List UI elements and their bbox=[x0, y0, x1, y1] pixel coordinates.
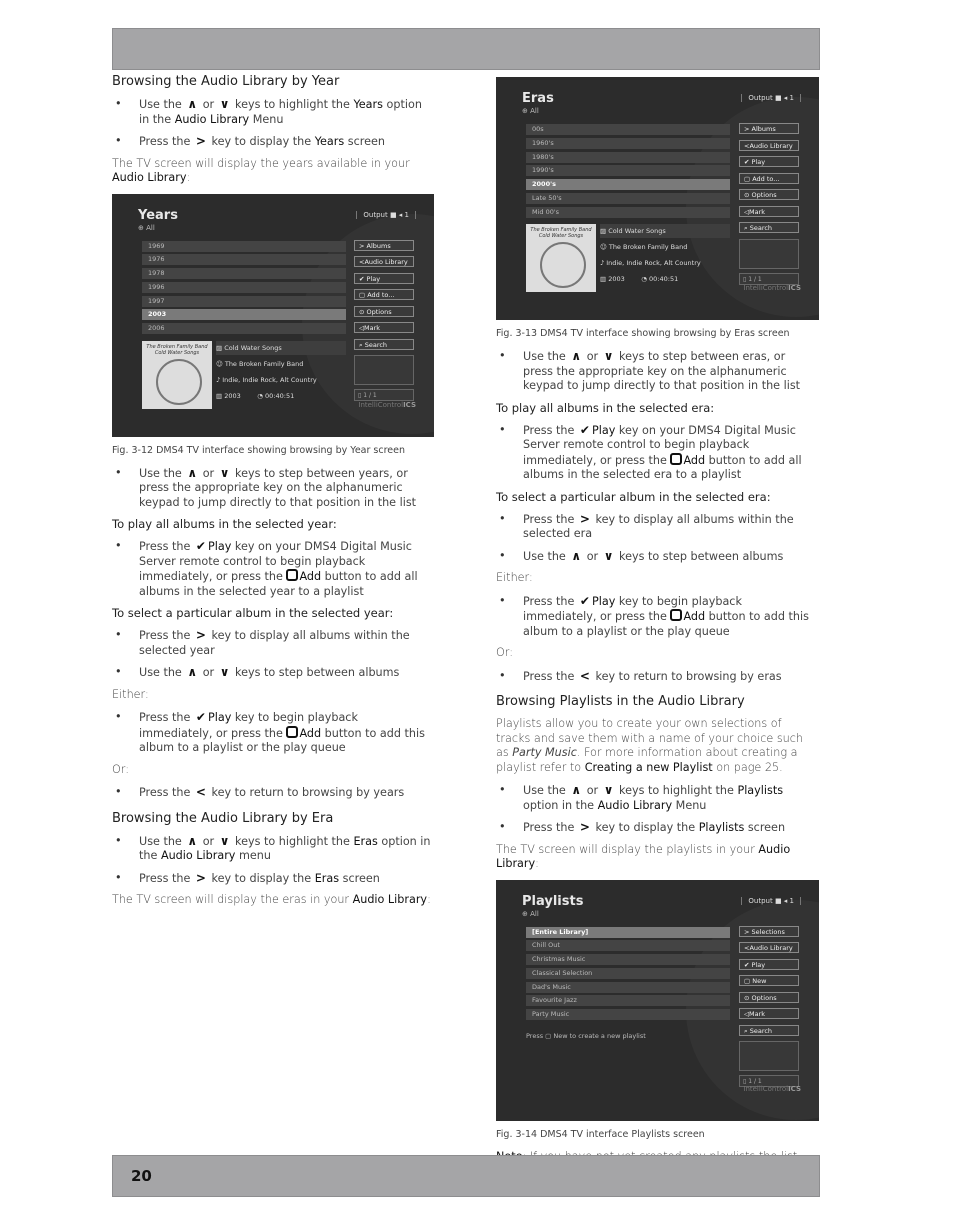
tv-menu-audio-library[interactable]: <Audio Library bbox=[739, 942, 799, 953]
bullet-year-display-albums: • Press the > key to display all albums within the selected year bbox=[112, 628, 432, 658]
tv-list-row[interactable]: 1960's bbox=[526, 138, 730, 149]
tv-menu-play[interactable]: ✔ Play bbox=[354, 273, 414, 284]
tv-menu-audio-library[interactable]: <Audio Library bbox=[739, 140, 799, 151]
label-select-album-era: To select a particular album in the selected era: bbox=[496, 489, 771, 504]
tv-list-row-selected[interactable]: 2000's bbox=[526, 179, 730, 190]
up-arrow-icon: ∧ bbox=[571, 349, 582, 363]
label-play-all-year: To play all albums in the selected year: bbox=[112, 517, 337, 531]
tv-list bbox=[526, 927, 730, 1024]
tv-page-indicator: ▯ 1 / 1 bbox=[739, 273, 799, 285]
header-band bbox=[112, 28, 820, 70]
bullet-year-play-all: • Press the ✔ Play key on your DMS4 Digital Music Server remote control to begin playback immediately, or press the Add button to add all albums in the selected year to a playlist bbox=[112, 539, 432, 599]
tv-menu-new[interactable]: ▢ New bbox=[739, 975, 799, 986]
heading-browse-by-year: Browsing the Audio Library by Year bbox=[112, 74, 340, 89]
right-arrow-icon: > bbox=[195, 134, 206, 148]
tv-screen-title: Years bbox=[138, 207, 178, 223]
right-arrow-icon: > bbox=[195, 870, 206, 885]
add-square-icon bbox=[286, 726, 298, 738]
left-arrow-icon: < bbox=[195, 785, 206, 799]
tv-output-indicator: Output ■ ◂ 1 bbox=[741, 94, 801, 102]
down-arrow-icon: ∨ bbox=[603, 349, 614, 363]
tv-list-row[interactable]: 1990's bbox=[526, 165, 730, 176]
tv-menu-audio-library[interactable]: <Audio Library bbox=[354, 256, 414, 267]
tv-album-panel bbox=[526, 224, 730, 292]
tv-list-row-selected[interactable]: 2003 bbox=[142, 309, 346, 320]
tv-album-title: ▨ Cold Water Songs bbox=[600, 224, 730, 238]
tv-album-title: ▨ Cold Water Songs bbox=[216, 341, 346, 355]
tv-artist: ☺ The Broken Family Band bbox=[600, 243, 688, 251]
tv-output-indicator: Output ■ ◂ 1 bbox=[741, 897, 801, 905]
tv-list-row[interactable]: 1996 bbox=[142, 282, 346, 293]
tv-list-row[interactable]: Chill Out bbox=[526, 940, 730, 951]
tv-artist: ☺ The Broken Family Band bbox=[216, 359, 304, 368]
tv-menu-options[interactable]: ⊙ Options bbox=[354, 306, 414, 317]
tv-menu-play[interactable]: ✔ Play bbox=[739, 156, 799, 167]
bullet-pl-highlight: • Use the ∧ or ∨ keys to highlight the Playlists option in the Audio Library Menu bbox=[496, 783, 816, 813]
bullet-year-step: • Use the ∧ or ∨ keys to step between years, or press the appropriate key on the alphanumeric keypad to jump directly to that position in the list bbox=[112, 466, 432, 511]
tv-menu-albums[interactable]: > Albums bbox=[354, 240, 414, 251]
either-label: Either: bbox=[112, 687, 149, 701]
bullet-era-play-album: • Press the ✔ Play key to begin playback immediately, or press the Add button to add this album to a playlist or the play queue bbox=[496, 594, 816, 640]
paragraph-years-available: The TV screen will display the years available in your Audio Library: bbox=[112, 156, 410, 184]
tv-menu-options[interactable]: ⊙ Options bbox=[739, 992, 799, 1003]
tv-page-indicator: ▯ 1 / 1 bbox=[739, 1075, 799, 1087]
tv-list-row[interactable]: Favourite Jazz bbox=[526, 995, 730, 1006]
tv-screen-title: Playlists bbox=[522, 893, 584, 909]
check-play-icon: ✔ bbox=[579, 422, 590, 437]
left-arrow-icon: < bbox=[579, 668, 590, 683]
tv-menu-options[interactable]: ⊙ Options bbox=[739, 189, 799, 200]
bullet-era-step: • Use the ∧ or ∨ keys to step between eras, or press the appropriate key on the alphanumeric keypad to jump directly to that position in the list bbox=[496, 349, 816, 394]
tv-menu-mark[interactable]: ◁Mark bbox=[739, 1008, 799, 1019]
down-arrow-icon: ∨ bbox=[219, 97, 230, 111]
up-arrow-icon: ∧ bbox=[187, 465, 198, 480]
or-label: Or: bbox=[112, 762, 129, 776]
page-number: 20 bbox=[131, 1167, 152, 1185]
right-arrow-icon: > bbox=[195, 628, 206, 642]
years-tv-screen bbox=[112, 194, 434, 437]
tv-list-row[interactable]: 2006 bbox=[142, 323, 346, 334]
right-arrow-icon: > bbox=[579, 820, 590, 834]
label-play-all-era: To play all albums in the selected era: bbox=[496, 400, 715, 415]
tv-output-indicator: Output ■ ◂ 1 bbox=[356, 211, 416, 219]
intellicontrol-logo: IntelliControlICS bbox=[743, 1084, 801, 1093]
playlists-tv-screen bbox=[496, 880, 819, 1121]
tv-list-row[interactable]: 00s bbox=[526, 124, 730, 135]
paragraph-playlists-intro: Playlists allow you to create your own selections of tracks and save them with a name of your choice such as Party Music. For more information about creating a playlist refer to Creating a new Playlist on page 25. bbox=[496, 717, 804, 774]
bullet-era-display: • Press the > key to display the Eras screen bbox=[112, 871, 432, 887]
bullet-year-step-albums: • Use the ∧ or ∨ keys to step between albums bbox=[112, 665, 432, 681]
tv-list-row[interactable]: Classical Selection bbox=[526, 968, 730, 979]
tv-list-row[interactable]: 1969 bbox=[142, 241, 346, 252]
check-play-icon: ✔ bbox=[195, 539, 206, 553]
tv-list bbox=[526, 124, 730, 221]
tv-menu-selections[interactable]: > Selections bbox=[739, 926, 799, 937]
tv-menu bbox=[739, 123, 799, 285]
bullet-year-return: • Press the < key to return to browsing by years bbox=[112, 785, 432, 801]
tv-list bbox=[142, 241, 346, 338]
tv-list-row[interactable]: Late 50's bbox=[526, 193, 730, 204]
footer-band bbox=[112, 1155, 820, 1197]
paragraph-eras: The TV screen will display the eras in your Audio Library: bbox=[112, 893, 431, 906]
tv-new-playlist-hint: Press ▢ New to create a new playlist bbox=[526, 1031, 646, 1040]
tv-list-row[interactable]: 1976 bbox=[142, 254, 346, 265]
heading-browse-playlists: Browsing Playlists in the Audio Library bbox=[496, 694, 745, 709]
tv-menu-search[interactable]: ⌕ Search bbox=[739, 1025, 799, 1036]
right-column bbox=[496, 77, 816, 1187]
left-column bbox=[112, 72, 432, 916]
caption-fig-3-14: Fig. 3-14 DMS4 TV interface Playlists screen bbox=[496, 1128, 705, 1140]
tv-list-row[interactable]: Dad's Music bbox=[526, 982, 730, 993]
add-square-icon bbox=[670, 609, 682, 621]
tv-menu-add-to[interactable]: ▢ Add to... bbox=[739, 173, 799, 184]
tv-menu-add-to[interactable]: ▢ Add to... bbox=[354, 289, 414, 300]
tv-page-indicator: ▯ 1 / 1 bbox=[354, 389, 414, 401]
tv-screen-title: Eras bbox=[522, 91, 554, 106]
caption-fig-3-12: Fig. 3-12 DMS4 TV interface showing browsing by Year screen bbox=[112, 444, 405, 456]
down-arrow-icon: ∨ bbox=[219, 833, 230, 848]
tv-menu bbox=[354, 240, 414, 402]
tv-menu-albums[interactable]: > Albums bbox=[739, 123, 799, 134]
tv-menu-search[interactable]: ⌕ Search bbox=[354, 339, 414, 350]
bullet-era-display-albums: • Press the > key to display all albums within the selected era bbox=[496, 512, 816, 542]
bullet-year-highlight: • Use the ∧ or ∨ keys to highlight the Years option in the Audio Library Menu bbox=[112, 97, 432, 127]
down-arrow-icon: ∨ bbox=[603, 548, 614, 563]
bullet-era-step-albums: • Use the ∧ or ∨ keys to step between albums bbox=[496, 549, 816, 565]
bullet-era-return: • Press the < key to return to browsing by eras bbox=[496, 669, 816, 685]
down-arrow-icon: ∨ bbox=[219, 665, 230, 679]
add-square-icon bbox=[286, 569, 298, 581]
bullet-era-highlight: • Use the ∧ or ∨ keys to highlight the Eras option in the Audio Library menu bbox=[112, 834, 432, 864]
up-arrow-icon: ∧ bbox=[187, 665, 198, 679]
check-play-icon: ✔ bbox=[195, 710, 206, 724]
tv-list-row[interactable]: Party Music bbox=[526, 1009, 730, 1020]
tv-menu bbox=[739, 926, 799, 1088]
tv-list-row[interactable]: Mid 00's bbox=[526, 207, 730, 218]
album-art: The Broken Family Band Cold Water Songs bbox=[142, 341, 212, 409]
down-arrow-icon: ∨ bbox=[219, 465, 230, 480]
bullet-pl-display: • Press the > key to display the Playlists screen bbox=[496, 820, 816, 836]
tv-menu-mark[interactable]: ◁Mark bbox=[354, 322, 414, 333]
tv-list-row[interactable]: Christmas Music bbox=[526, 954, 730, 965]
right-arrow-icon: > bbox=[579, 511, 590, 526]
eras-tv-screen bbox=[496, 77, 819, 320]
or-label: Or: bbox=[496, 646, 513, 659]
label-select-album-year: To select a particular album in the selected year: bbox=[112, 606, 394, 620]
album-art: The Broken Family Band Cold Water Songs bbox=[526, 224, 596, 292]
tv-filter-label: ⊕ All bbox=[522, 107, 539, 115]
tv-filter-label: ⊕ All bbox=[138, 223, 155, 232]
tv-year-duration: ▥ 2003 ◔ 00:40:51 bbox=[216, 391, 295, 400]
up-arrow-icon: ∧ bbox=[187, 97, 198, 111]
tv-year-duration: ▥ 2003 ◔ 00:40:51 bbox=[600, 275, 679, 283]
tv-list-row[interactable]: 1997 bbox=[142, 296, 346, 307]
tv-genre: ♪ Indie, Indie Rock, Alt Country bbox=[216, 375, 317, 384]
tv-menu-search[interactable]: ⌕ Search bbox=[739, 222, 799, 233]
tv-list-row[interactable]: 1978 bbox=[142, 268, 346, 279]
heading-browse-by-era: Browsing the Audio Library by Era bbox=[112, 810, 334, 826]
tv-menu-mark[interactable]: ◁Mark bbox=[739, 206, 799, 217]
up-arrow-icon: ∧ bbox=[187, 833, 198, 848]
down-arrow-icon: ∨ bbox=[603, 783, 614, 797]
tv-list-row[interactable]: 1980's bbox=[526, 152, 730, 163]
intellicontrol-logo: IntelliControlICS bbox=[358, 400, 416, 409]
up-arrow-icon: ∧ bbox=[571, 783, 582, 797]
tv-list-row-selected[interactable]: [Entire Library] bbox=[526, 927, 730, 938]
tv-album-panel bbox=[142, 341, 346, 409]
either-label: Either: bbox=[496, 571, 533, 584]
tv-filter-label: ⊕ All bbox=[522, 909, 539, 918]
up-arrow-icon: ∧ bbox=[571, 548, 582, 563]
add-square-icon bbox=[670, 453, 682, 465]
check-play-icon: ✔ bbox=[579, 593, 590, 608]
tv-menu-play[interactable]: ✔ Play bbox=[739, 959, 799, 970]
intellicontrol-logo: IntelliControlICS bbox=[743, 284, 801, 292]
tv-genre: ♪ Indie, Indie Rock, Alt Country bbox=[600, 259, 701, 267]
bullet-year-display: • Press the > key to display the Years screen bbox=[112, 134, 432, 150]
creating-playlist-link[interactable]: Creating a new Playlist bbox=[584, 760, 713, 774]
paragraph-playlists-display: The TV screen will display the playlists in your Audio Library: bbox=[496, 842, 791, 870]
caption-fig-3-13: Fig. 3-13 DMS4 TV interface showing browsing by Eras screen bbox=[496, 328, 790, 339]
bullet-era-play-all: • Press the ✔ Play key on your DMS4 Digital Music Server remote control to begin playback immediately, or press the Add button to add all albums in the selected era to a playlist bbox=[496, 423, 816, 483]
bullet-year-play-album: • Press the ✔ Play key to begin playback immediately, or press the Add button to add this album to a playlist or the play queue bbox=[112, 710, 432, 756]
